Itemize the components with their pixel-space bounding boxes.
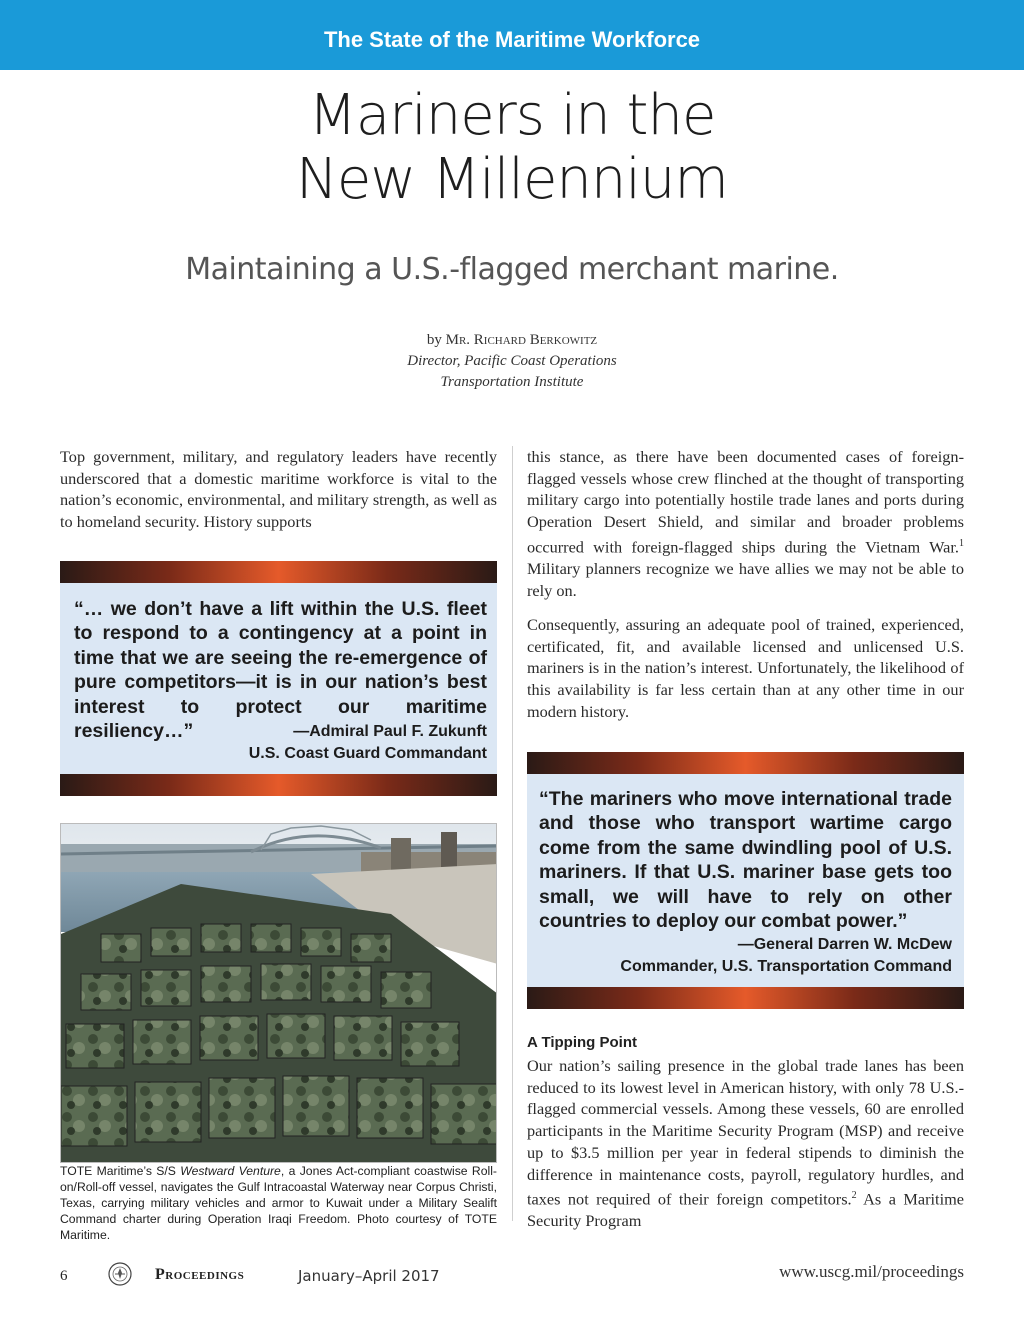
title-line-2: New Millennium: [296, 147, 728, 212]
quote2-attribution: [539, 934, 952, 978]
right-para1-text: this stance, as there have been documented cases of foreign-flagged vessels whose crew flinched at the thought of transporting military cargo into potentially hostile trade lanes and ports during Operation Desert Shield, and similar and broader problems occurred with foreign-flagged ships during the Vietnam War.: [527, 447, 964, 557]
caption-pre: TOTE Maritime’s S/S: [60, 1164, 181, 1178]
issue-date: January–April 2017: [298, 1267, 440, 1285]
author-name: Mr. Richard Berkowitz: [445, 332, 598, 348]
quote1-author: —Admiral Paul F. Zukunft: [293, 723, 487, 740]
banner-title: The State of the Maritime Workforce: [323, 27, 701, 52]
quote2-author: —General Darren W. McDew: [737, 936, 952, 953]
quote1-author-title: U.S. Coast Guard Commandant: [248, 745, 487, 762]
article-subtitle: Maintaining a U.S.-flagged merchant marine.: [185, 252, 839, 287]
byline-prefix: by: [426, 332, 442, 348]
column-divider: [512, 446, 513, 1221]
author-role-2: Transportation Institute: [440, 374, 584, 390]
page-number: 6: [60, 1268, 68, 1284]
footnote-ref-2: 2: [851, 1190, 857, 1202]
right-paragraph-3: [527, 1055, 964, 1232]
right-paragraph-1: [527, 446, 964, 601]
publication-name: Proceedings: [155, 1266, 245, 1283]
right-paragraph-2: Consequently, assuring an adequate pool of trained, experienced, certificated, fit, and available licensed and unlicensed U.S. mariners is in the nation’s interest. Unfortunately, the likelihood of this availability is far less certain than at any other time in our modern history.: [527, 615, 964, 721]
left-paragraph-1: Top government, military, and regulatory leaders have recently underscored that a domestic maritime workforce is vital to the nation’s economic, environmental, and military strength, as well as to homeland security. History supports: [60, 447, 497, 532]
website-url[interactable]: www.uscg.mil/proceedings: [779, 1262, 964, 1281]
caption-vessel-name: Westward Venture: [180, 1164, 281, 1178]
quote2-top-band: [527, 752, 964, 774]
quote1-attribution: [74, 721, 487, 765]
quote1-top-band: [60, 561, 497, 583]
right-para3-text: Our nation’s sailing presence in the global trade lanes has been reduced to its lowest level in American history, with only 78 U.S.-flagged commercial vessels. Among these vessels, 60 are enrolled participants in the Maritime Security Program (MSP) and receive up to $3.5 million per year in federal stipends to diminish the difference in maintenance costs, payroll, regulatory hurdles, and taxes not required of their foreign competitors.: [527, 1056, 964, 1209]
right-para3-end: As a Maritime Security Program: [527, 1189, 964, 1231]
coast-guard-seal-icon: [108, 1262, 132, 1286]
quote2-bottom-band: [527, 987, 964, 1009]
right-para1-end: Military planners recognize we have allies we may not be able to rely on.: [527, 558, 964, 600]
quote1-text: “… we don’t have a lift within the U.S. fleet to respond to a contingency at a point in time that we are seeing the re-emergence of pure competitors—it is in our nation’s best interest to protect our maritime resiliency…”: [74, 598, 487, 743]
quote2-author-title: Commander, U.S. Transportation Command: [620, 958, 952, 975]
ship-photo-illustration: [61, 824, 497, 1163]
section-heading-tipping-point: A Tipping Point: [527, 1034, 637, 1051]
title-line-1: Mariners in the: [308, 83, 716, 148]
quote1-bottom-band: [60, 774, 497, 796]
quote2-text: “The mariners who move international trade and those who transport wartime cargo come from the same dwindling pool of U.S. mariners. If that U.S. mariner base gets too small, we will have to rely on other countries to deploy our combat power.”: [539, 788, 952, 933]
photo-caption: [60, 1163, 497, 1243]
section-banner: [0, 0, 1024, 70]
footnote-ref-1: 1: [959, 537, 964, 549]
byline: [0, 330, 1024, 393]
caption-post: , a Jones Act-compliant coastwise Roll-on/Roll-off vessel, navigates the Gulf Intracoastal Waterway near Corpus Christi, Texas, carrying military vehicles and armor to Kuwait under a Military Sealift Command charter during Operation Iraqi Freedom. Photo courtesy of TOTE Maritime.: [60, 1164, 497, 1242]
author-role-1: Director, Pacific Coast Operations: [407, 353, 617, 369]
ship-photo: [60, 823, 497, 1163]
article-title: [0, 84, 1024, 212]
